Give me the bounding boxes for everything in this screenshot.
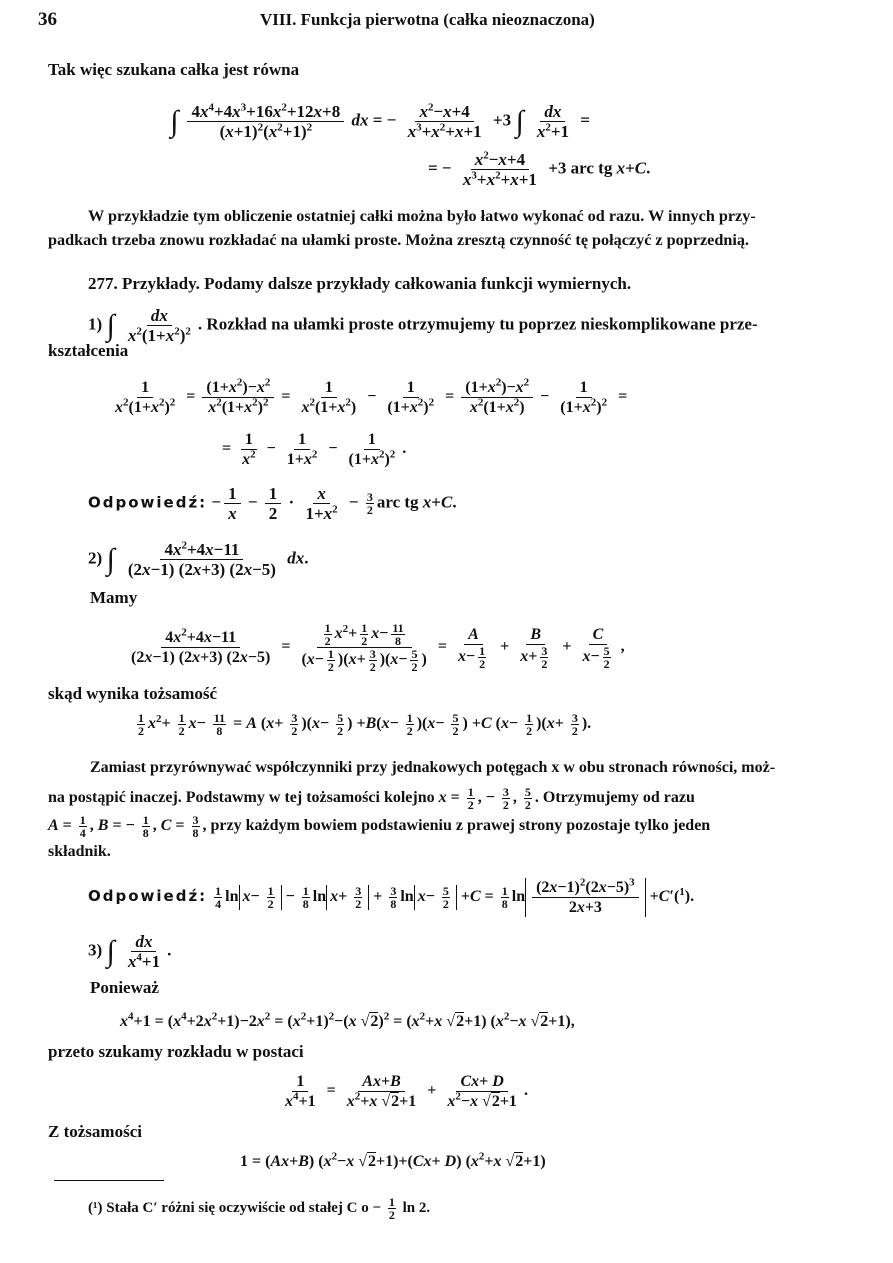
example-2-para-3: A = $\frac{1}{4}$ , B = − $\frac{1}{8}$ , C = $\frac{3}{8}$ , przy każdym bowiem podstawieniu z prawej strony pozostaje tylko jeden	[48, 813, 711, 840]
example-2-para-3-text: przy każdym bowiem podstawieniu z prawej strony pozostaje tylko jeden	[210, 817, 711, 835]
paragraph-line-2: padkach trzeba znowu rozkładać na ułamki proste. Można zresztą czynność tę połączyć z poprzednią.	[48, 231, 749, 249]
intro-text: Tak więc szukana całka jest równa	[48, 60, 300, 79]
example-2-decomposition: $\frac{4x^2+4x-11}{(2x-1) (2x+3) (2x-5)}$ = $\frac{1}{2}$ $x^2+$ $\frac{1}{2}$ x− $\frac{11}{8}$ (x− $\frac{1}{2}$ )(x+ $\frac{3}{2}$ )(x− $\frac{5}{2}$ ) = A x− $\frac{1}{2}$ + B x+ $\frac{3}{2}$ + C x− $\frac{5}{2}$ ,	[131, 621, 625, 674]
example-2-answer: Odpowiedź: $\frac{1}{4}$ ln x− $\frac{1}{2}$ − $\frac{1}{8}$ ln x+ $\frac{3}{2}$ + $\frac{3}{8}$ ln x− $\frac{5}{2}$ +C = $\frac{1}{8}$ ln $\frac{(2x-1)^2(2x-5)^3}{2x+3}$ +C′($^1$).	[88, 876, 695, 916]
footnote: (¹) Stała C′ różni się oczywiście od stałej C o − $\frac{1}{2}$ ln 2.	[88, 1195, 431, 1222]
example-3-factorization: $x^4+1 = (x^4+2x^2+1)-2x^2 = (x^2+1)^2-(x$ $√2)^2 = (x^2+x$ √2+1) ($x^2-x$ √2+1),	[120, 1010, 575, 1030]
answer-label-2: Odpowiedź:	[88, 887, 208, 906]
example-3-label: 3)	[88, 940, 103, 960]
example-3-decomposition: $\frac{1}{x^4+1}$ = $\frac{Ax+B}{x^2+x √2+1}$ + $\frac{Cx+ D}{x^2-x √2+1}$ .	[285, 1073, 528, 1110]
example-3-poniewaz: Ponieważ	[90, 978, 159, 997]
section-intro: Podamy dalsze przykłady całkowania funkcji wymiernych.	[204, 274, 632, 293]
example-3-identity: 1 = (Ax+B) ($x^2-x$ √2+1)+(Cx+ D) ($x^2+x$ √2+1)	[240, 1150, 546, 1170]
example-1-statement: 1) ∫ $\frac{dx}{x^2(1+x^2)^2}$ . Rozkład na ułamki proste otrzymujemy tu poprzez nieskomplikowane prze-	[88, 306, 758, 345]
paragraph-line-1: W przykładzie tym obliczenie ostatniej całki można było łatwo wykonać od razu. W innych przy-	[88, 207, 756, 225]
footnote-text: Stała C′ różni się oczywiście od stałej C o −	[106, 1199, 382, 1216]
running-title: VIII. Funkcja pierwotna (całka nieoznaczona)	[260, 10, 595, 29]
example-1-decomposition-result: = $\frac{1}{x^2}$ − $\frac{1}{1+x^2}$ − $\frac{1}{(1+x^2)^2}$ .	[222, 431, 407, 468]
answer-label: Odpowiedź:	[88, 493, 208, 512]
footnote-tail: ln 2.	[402, 1199, 431, 1216]
example-2-para-2-b: Otrzymujemy od razu	[542, 789, 695, 807]
footnote-rule	[54, 1180, 164, 1181]
section-heading	[88, 274, 631, 294]
example-2-statement: 2) ∫ $\frac{4x^2+4x-11}{(2x-1) (2x+3) (2x-5)}$ dx.	[88, 539, 309, 579]
example-2-para-2-a: na postąpić inaczej. Podstawmy w tej tożsamości kolejno	[48, 789, 435, 807]
example-2-para-2: na postąpić inaczej. Podstawmy w tej tożsamości kolejno x = $\frac{1}{2}$ , − $\frac{3}{2}$ , $\frac{5}{2}$ . Otrzymujemy od razu	[48, 785, 695, 812]
example-3-przeto: przeto szukamy rozkładu w postaci	[48, 1042, 304, 1061]
example-3-statement: 3) ∫ $\frac{dx}{x^4+1}$ .	[88, 932, 172, 971]
section-number: 277.	[88, 274, 118, 293]
example-2-skad: skąd wynika tożsamość	[48, 684, 218, 703]
example-2-para-4: składnik.	[48, 843, 111, 860]
example-3-zt: Z tożsamości	[48, 1122, 142, 1141]
example-1-answer: Odpowiedź: − $\frac{1}{x}$ − $\frac{1}{2}$ · $\frac{x}{1+x^2}$ − $\frac{3}{2}$ arc tg x+C.	[88, 484, 457, 523]
example-1-cont: kształcenia	[48, 341, 129, 360]
example-2-label: 2)	[88, 548, 103, 568]
example-1-text: Rozkład na ułamki proste otrzymujemy tu poprzez nieskomplikowane prze-	[206, 314, 758, 334]
footnote-mark: (¹)	[88, 1199, 103, 1216]
equation-integral-1: ∫ $\frac{4x^4+4x^3+16x^2+12x+8}{(x+1)^2(x^2+1)^2}$ dx = − $\frac{x^2-x+4}{x^3+x^2+x+1}$ +3 ∫ $\frac{dx}{x^2+1}$ =	[170, 101, 590, 141]
page-number: 36	[38, 9, 57, 30]
section-title: Przykłady.	[122, 274, 200, 293]
example-2-mamy: Mamy	[90, 588, 138, 607]
example-2-identity: $\frac{1}{2}$ $x^2+$ $\frac{1}{2}$ x− $\frac{11}{8}$ = A (x+ $\frac{3}{2}$ )(x− $\frac{5}{2}$ ) +B(x− $\frac{1}{2}$ )(x− $\frac{5}{2}$ ) +C (x− $\frac{1}{2}$ )(x+ $\frac{3}{2}$ ).	[138, 711, 592, 738]
example-1-label: 1)	[88, 314, 103, 334]
equation-integral-1-result: = − $\frac{x^2-x+4}{x^3+x^2+x+1}$ +3 arc tg x+C.	[428, 149, 651, 189]
example-1-decomposition: $\frac{1}{x^2(1+x^2)^2}$ = $\frac{(1+x^2)-x^2}{x^2(1+x^2)^2}$ = $\frac{1}{x^2(1+x^2)}$ − $\frac{1}{(1+x^2)^2}$ = $\frac{(1+x^2)-x^2}{x^2(1+x^2)}$ − $\frac{1}{(1+x^2)^2}$ =	[115, 376, 628, 416]
example-2-para-1: Zamiast przyrównywać współczynniki przy jednakowych potęgach x w obu stronach równości, moż-	[90, 759, 776, 776]
